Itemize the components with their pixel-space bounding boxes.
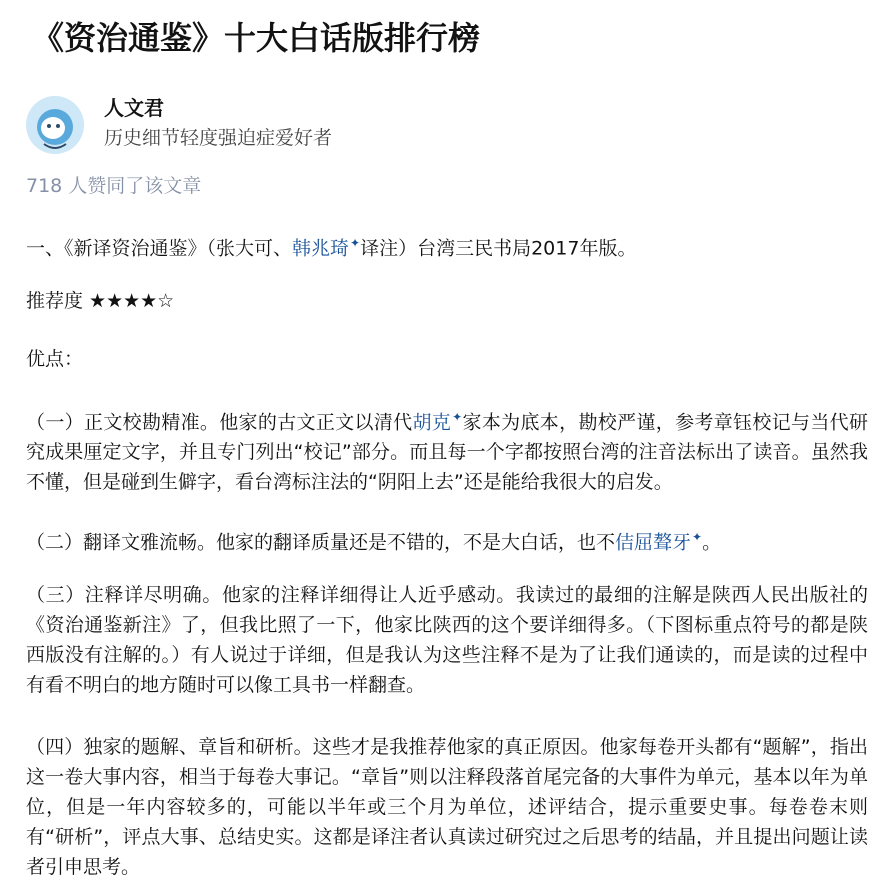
paragraph-one-pre: （一）正文校勘精准。他家的古文正文以清代 bbox=[26, 411, 413, 434]
author-bio: 历史细节轻度强迫症爱好者 bbox=[104, 127, 333, 149]
article-title: 《资治通鉴》十大白话版排行榜 bbox=[32, 19, 481, 57]
link-marker-icon: ✦ bbox=[350, 236, 361, 250]
paragraph-two bbox=[26, 522, 868, 557]
book-heading-pre: 一、《新译资治通鉴》（张大可、 bbox=[26, 237, 293, 260]
paragraph-one-post: 家本为底本，勘校严谨，参考章钰校记与当代研究成果厘定文字，并且专门列出“校记”部分。而且每一个字都按照台湾的注音法标出了读音。虽然我不懂，但是碰到生僻字，看台湾标注法的“阴阳上去”还是能给我很大的启发。 bbox=[26, 411, 868, 494]
paragraph-two-pre: （二）翻译文雅流畅。他家的翻译质量还是不错的，不是大白话，也不 bbox=[26, 531, 616, 554]
link-han-zhaoqi[interactable]: 韩兆琦 bbox=[292, 237, 350, 260]
vote-count: 718 人赞同了该文章 bbox=[26, 175, 202, 197]
book-heading bbox=[26, 228, 868, 263]
book-heading-post: 译注）台湾三民书局2017年版。 bbox=[360, 237, 637, 260]
author-avatar[interactable] bbox=[26, 96, 84, 154]
author-name[interactable]: 人文君 bbox=[104, 96, 164, 120]
link-marker-icon: ✦ bbox=[452, 410, 463, 424]
rating-line bbox=[26, 286, 868, 316]
rating-label: 推荐度 bbox=[26, 290, 90, 312]
rating-stars: ★★★★☆ bbox=[89, 290, 175, 312]
link-jiqu-aoya[interactable]: 佶屈聱牙 bbox=[615, 531, 692, 554]
paragraph-one bbox=[26, 402, 868, 497]
paragraph-four: （四）独家的题解、章旨和研析。这些才是我推荐他家的真正原因。他家每卷开头都有“题解”，指出这一卷大事内容，相当于每卷大事记。“章旨”则以注释段落首尾完备的大事件为单元，基本以年为单位，但是一年内容较多的，可能以半年或三个月为单位，述评结合，提示重要史事。每卷卷末则有“研析”，评点大事、总结史实。这都是译注者认真读过研究过之后思考的结晶，并且提出问题让读者引申思考。 bbox=[26, 736, 868, 878]
link-hu-ke[interactable]: 胡克 bbox=[412, 411, 452, 434]
paragraph-two-post: 。 bbox=[702, 531, 722, 554]
paragraph-three: （三）注释详尽明确。他家的注释详细得让人近乎感动。我读过的最细的注解是陕西人民出版社的《资治通鉴新注》了，但我比照了一下，他家比陕西的这个要详细得多。（下图标重点符号的都是陕西版没有注解的。）有人说过于详细，但是我认为这些注释不是为了让我们通读的，而是读的过程中有看不明白的地方随时可以像工具书一样翻查。 bbox=[26, 584, 868, 696]
link-marker-icon: ✦ bbox=[692, 530, 703, 544]
avatar-illustration-icon bbox=[26, 96, 84, 154]
pros-label: 优点： bbox=[26, 348, 84, 370]
